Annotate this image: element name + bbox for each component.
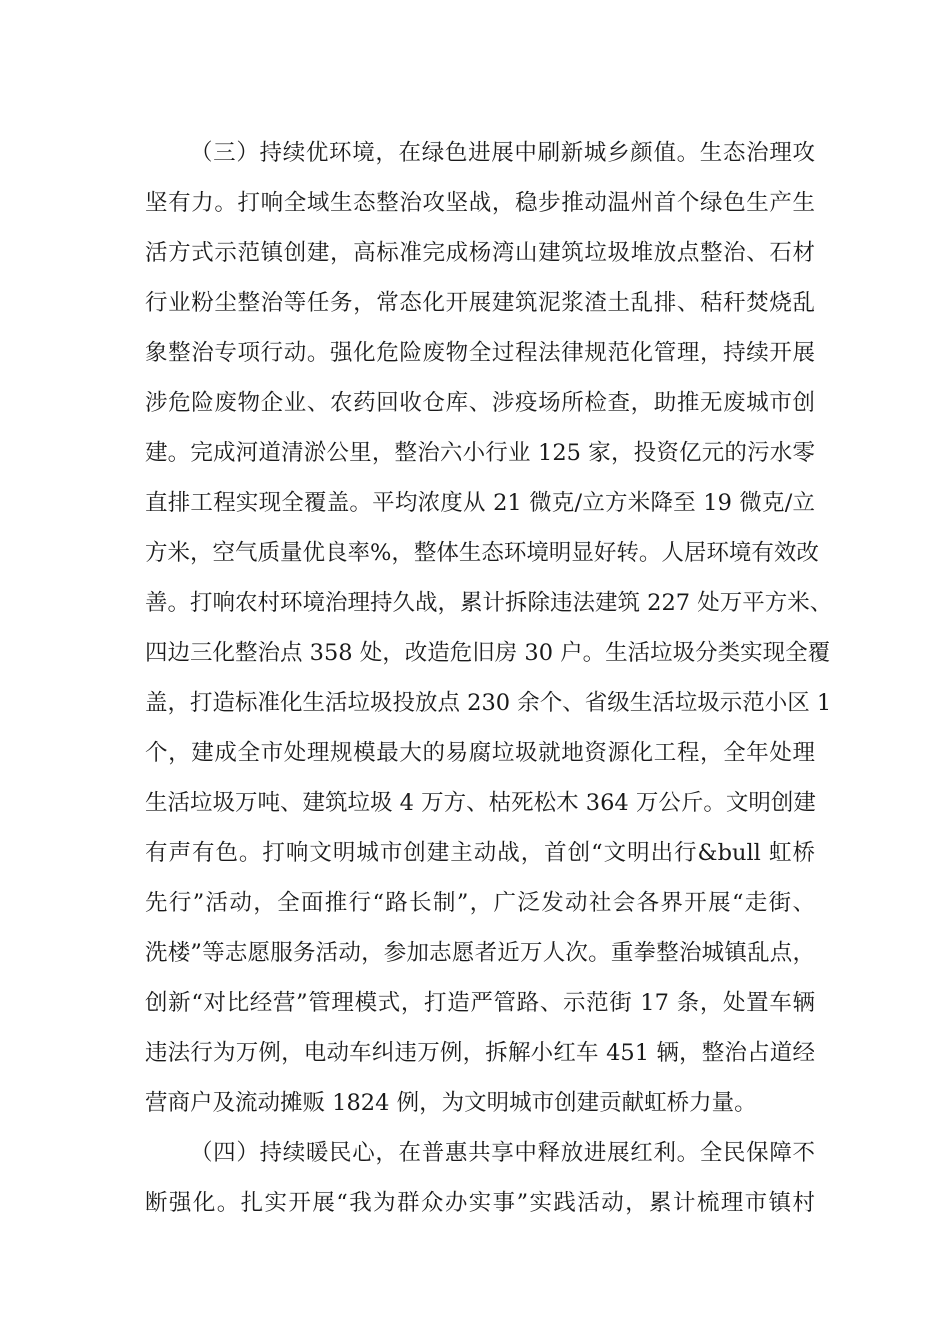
paragraph-3-line-2: 坚有力。打响全域生态整治攻坚战，稳步推动温州首个绿色生产生 <box>145 190 815 216</box>
paragraph-3-line-16: 先行”活动，全面推行“路长制”，广泛发动社会各界开展“走街、 <box>145 890 815 916</box>
paragraph-3-line-7: 建。完成河道清淤公里，整治六小行业 125 家，投资亿元的污水零 <box>145 440 815 466</box>
paragraph-3-line-9: 方米，空气质量优良率%，整体生态环境明显好转。人居环境有效改 <box>145 540 819 566</box>
paragraph-3-line-19: 违法行为万例，电动车纠违万例，拆解小红车 451 辆，整治占道经 <box>145 1040 815 1066</box>
paragraph-3-line-6: 涉危险废物企业、农药回收仓库、涉疫场所检查，助推无废城市创 <box>145 390 815 416</box>
paragraph-3-line-20: 营商户及流动摊贩 1824 例，为文明城市创建贡献虹桥力量。 <box>145 1090 757 1116</box>
paragraph-3-line-13: 个，建成全市处理规模最大的易腐垃圾就地资源化工程，全年处理 <box>145 740 815 766</box>
paragraph-3-line-5: 象整治专项行动。强化危险废物全过程法律规范化管理，持续开展 <box>145 340 815 366</box>
paragraph-3-line-8: 直排工程实现全覆盖。平均浓度从 21 微克/立方米降至 19 微克/立 <box>145 490 815 516</box>
paragraph-3-line-3: 活方式示范镇创建，高标准完成杨湾山建筑垃圾堆放点整治、石材 <box>145 240 815 266</box>
paragraph-3-line-10: 善。打响农村环境治理持久战，累计拆除违法建筑 227 处万平方米、 <box>145 590 833 616</box>
paragraph-3-line-15: 有声有色。打响文明城市创建主动战，首创“文明出行&bull 虹桥 <box>145 840 815 866</box>
paragraph-3-line-1: （三）持续优环境，在绿色进展中刷新城乡颜值。生态治理攻 <box>190 140 815 166</box>
paragraph-3-line-17: 洗楼”等志愿服务活动，参加志愿者近万人次。重拳整治城镇乱点， <box>145 940 815 966</box>
paragraph-3-line-12: 盖，打造标准化生活垃圾投放点 230 余个、省级生活垃圾示范小区 1 <box>145 690 832 716</box>
paragraph-3-line-4: 行业粉尘整治等任务，常态化开展建筑泥浆渣土乱排、秸秆焚烧乱 <box>145 290 815 316</box>
paragraph-3-line-18: 创新“对比经营”管理模式，打造严管路、示范街 17 条，处置车辆 <box>145 990 815 1016</box>
paragraph-3-line-11: 四边三化整治点 358 处，改造危旧房 30 户。生活垃圾分类实现全覆 <box>145 640 831 666</box>
paragraph-3-line-14: 生活垃圾万吨、建筑垃圾 4 万方、枯死松木 364 万公斤。文明创建 <box>145 790 816 816</box>
paragraph-4-line-1: （四）持续暖民心，在普惠共享中释放进展红利。全民保障不 <box>190 1140 815 1166</box>
paragraph-4-line-2: 断强化。扎实开展“我为群众办实事”实践活动，累计梳理市镇村 <box>145 1190 815 1216</box>
